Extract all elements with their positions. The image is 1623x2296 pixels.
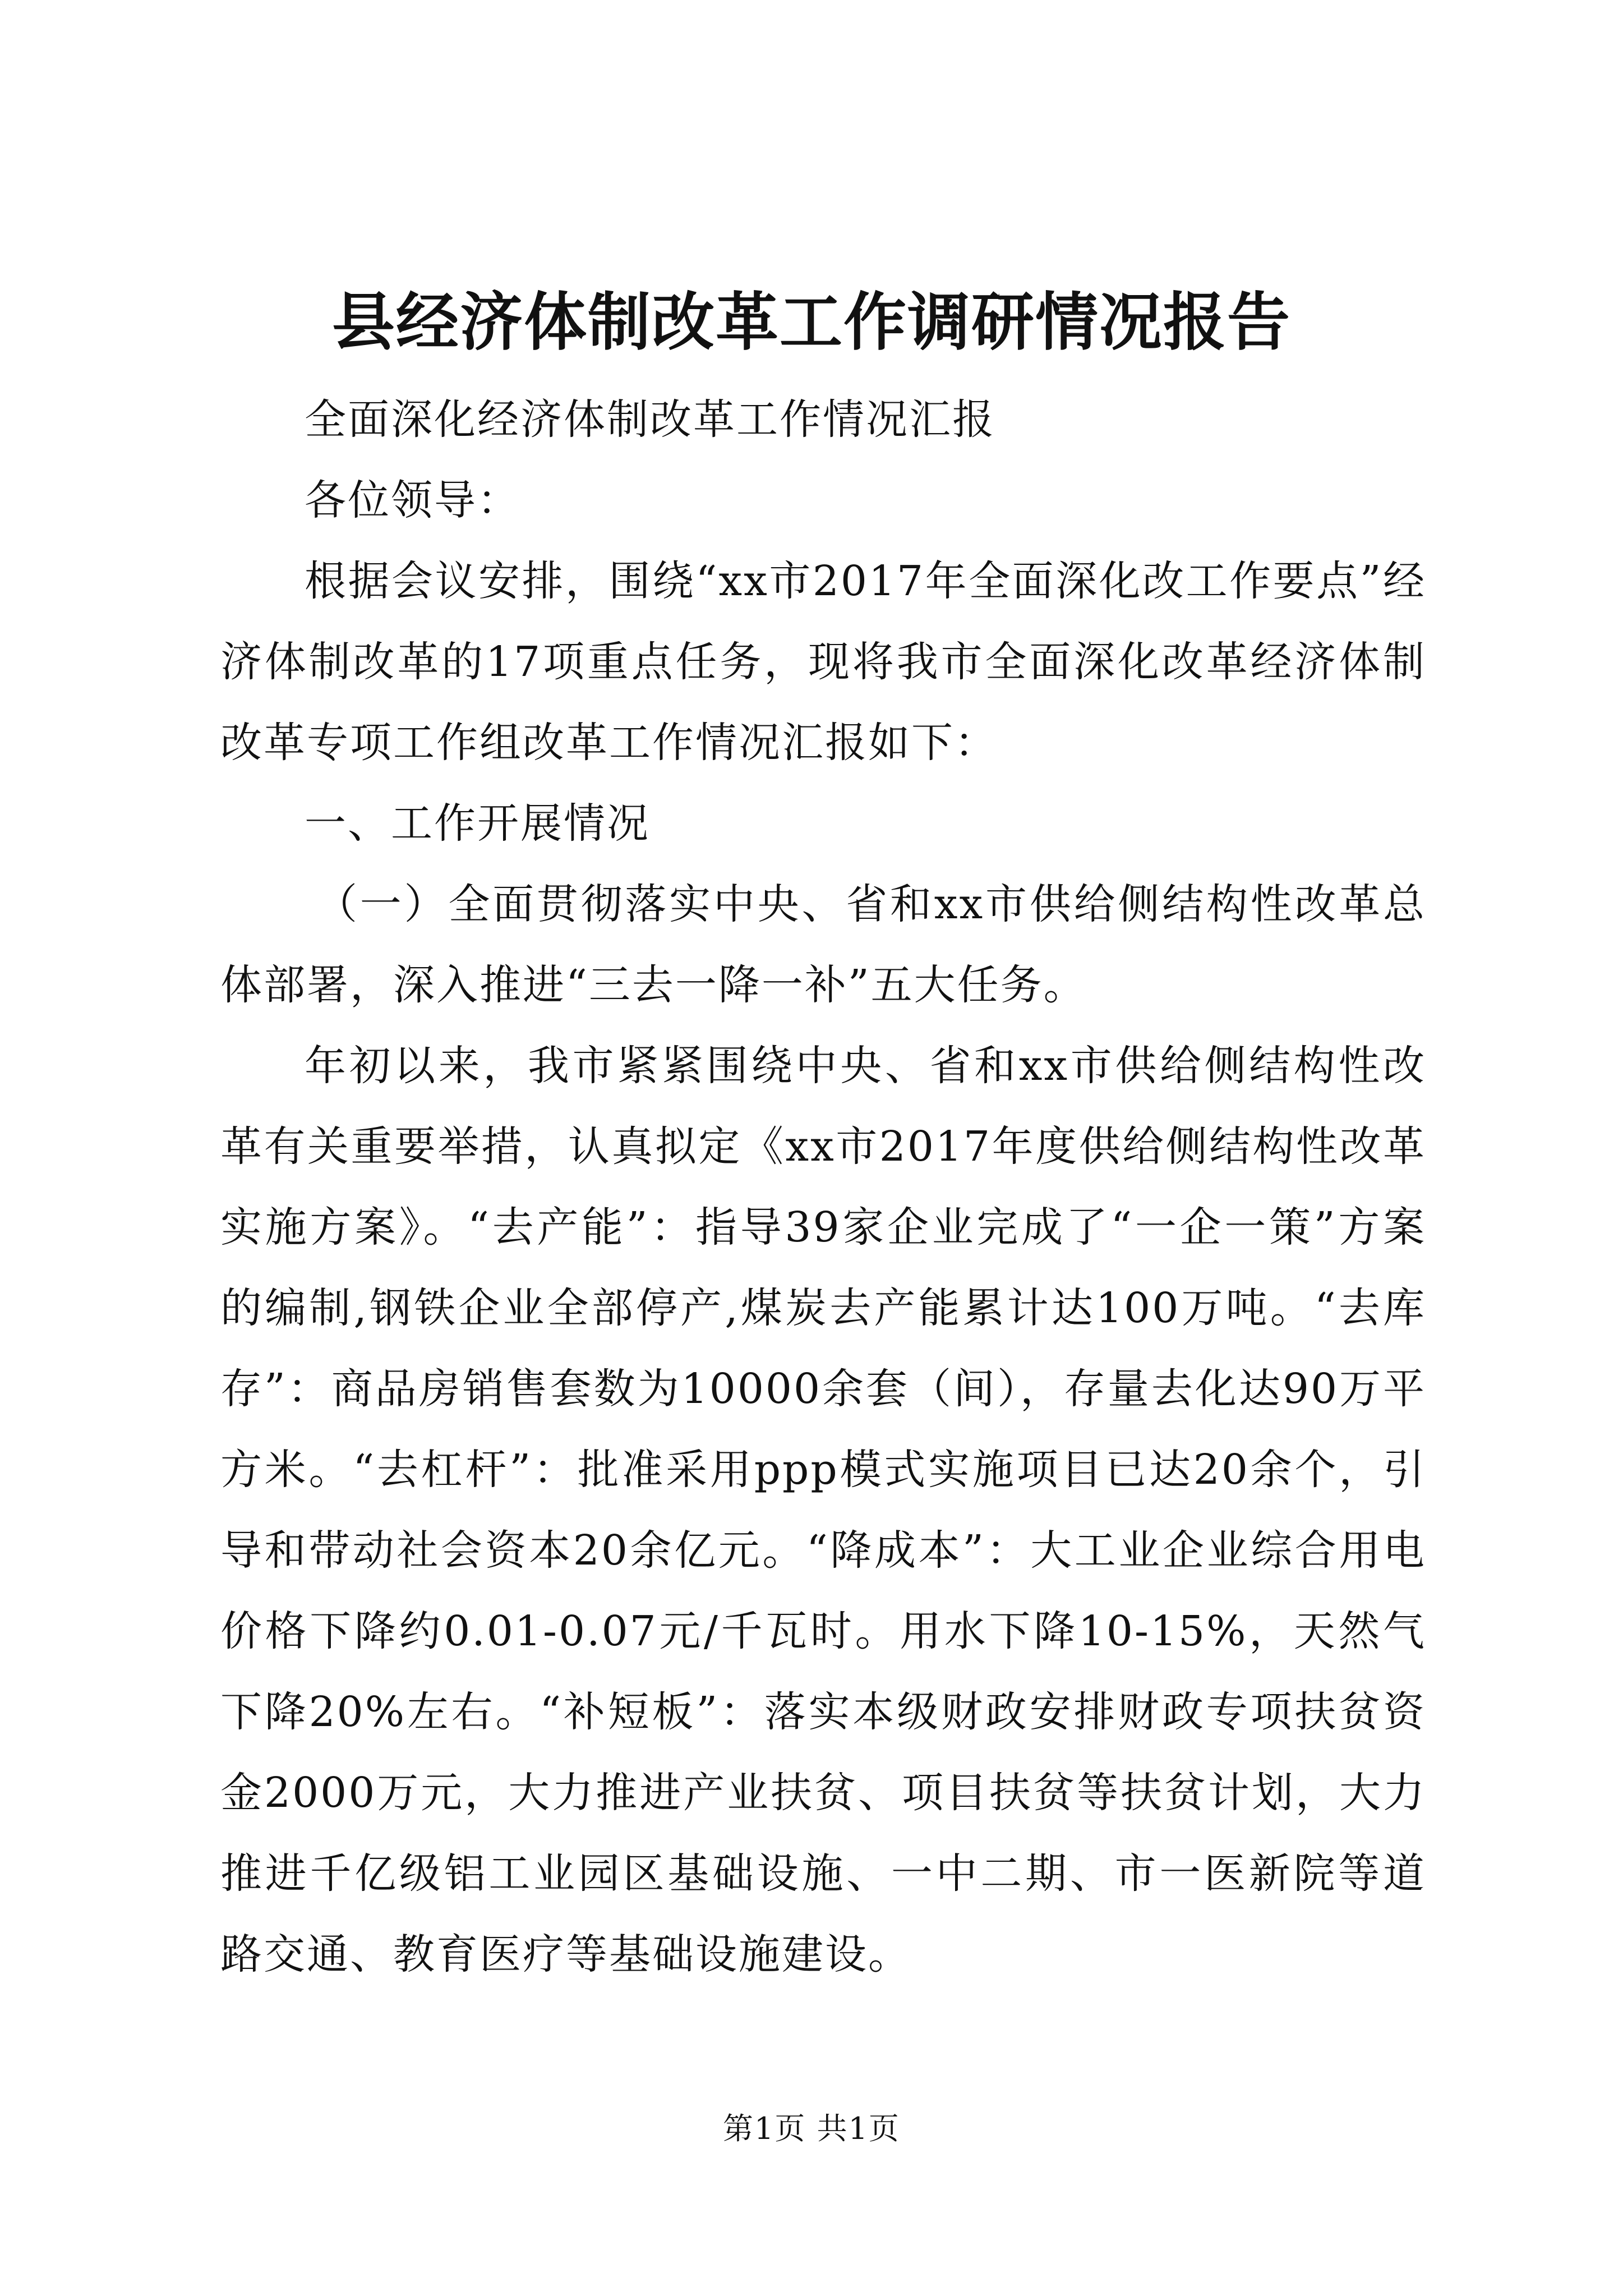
intro-paragraph: 根据会议安排，围绕“xx市2017年全面深化改工作要点”经济体制改革的17项重点任务，现将我市全面深化改革经济体制改革专项工作组改革工作情况汇报如下： <box>220 557 1426 767</box>
subtitle-paragraph: 全面深化经济体制改革工作情况汇报 <box>305 395 995 444</box>
document-title: 县经济体制改革工作调研情况报告 <box>332 286 1291 359</box>
subsection-heading: （一）全面贯彻落实中央、省和xx市供给侧结构性改革总体部署，深入推进“三去一降一补”五大任务。 <box>220 880 1426 1009</box>
document-body <box>220 379 1426 1995</box>
salutation-paragraph: 各位领导： <box>305 476 520 524</box>
page-footer: 第1页 共1页 <box>723 2111 900 2146</box>
body-paragraph: 年初以来，我市紧紧围绕中央、省和xx市供给侧结构性改革有关重要举措，认真拟定《xx市2017年度供给侧结构性改革实施方案》。“去产能”：指导39家企业完成了“一企一策”方案的编制,钢铁企业全部停产,煤炭去产能累计达100万吨。“去库存”：商品房销售套数为10000余套（间），存量去化达90万平方米。“去杠杆”：批准采用ppp模式实施项目已达20余个，引导和带动社会资本20余亿元。“降成本”：大工业企业综合用电价格下降约0.01-0.07元/千瓦时。用水下降10-15%，天然气下降20%左右。“补短板”：落实本级财政安排财政专项扶贫资金2000万元，大力推进产业扶贫、项目扶贫等扶贫计划，大力推进千亿级铝工业园区基础设施、一中二期、市一医新院等道路交通、教育医疗等基础设施建设。 <box>220 1042 1426 1978</box>
section-heading: 一、工作开展情况 <box>305 799 650 848</box>
